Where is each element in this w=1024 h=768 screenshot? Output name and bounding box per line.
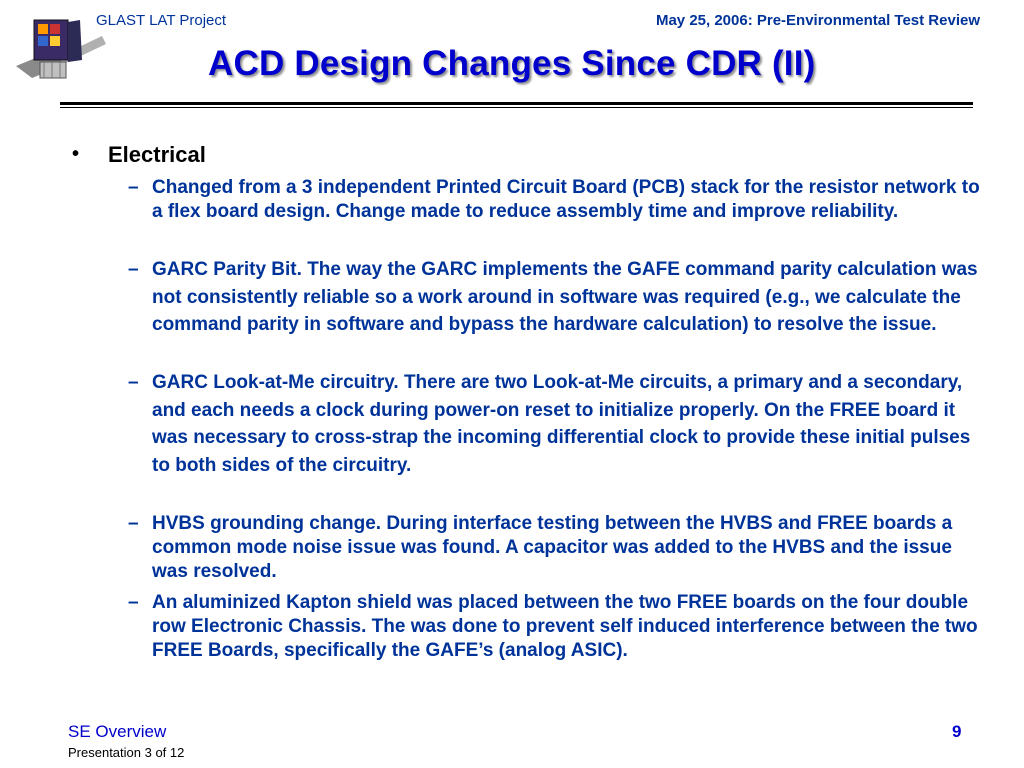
dash-marker: – (128, 513, 139, 534)
dash-marker: – (128, 592, 139, 613)
event-label: May 25, 2006: Pre-Environmental Test Review (655, 12, 980, 29)
title-rule-thick (60, 102, 973, 105)
title-rule-thin (60, 107, 973, 108)
list-item-text: GARC Parity Bit. The way the GARC implements the GAFE command parity calculation was not consistently reliable so a work around in software was required (e.g., we calculate the command parity in software and bypass the hardware calculation) to resolve the issue. (152, 259, 978, 335)
page-number: 9 (952, 722, 962, 741)
bullet-marker: • (72, 143, 80, 165)
footer-section-label: SE Overview (68, 722, 167, 741)
footer-presentation-label: Presentation 3 of 12 (68, 745, 185, 760)
dash-marker: – (128, 177, 139, 198)
list-item-text: GARC Look-at-Me circuitry. There are two Look-at-Me circuits, a primary and a secondary, and each needs a clock during power-on reset to initialize properly. On the FREE board it was necessary to cross-strap the incoming differential clock to provide these initial pulses to both sides of the circuitry. (152, 372, 971, 476)
slide-title: ACD Design Changes Since CDR (II) (208, 44, 816, 83)
glast-satellite-logo (10, 12, 108, 96)
section-heading: Electrical (108, 142, 206, 167)
list-item-text: An aluminized Kapton shield was placed between the two FREE boards on the four double row Electronic Chassis. The was done to prevent self induced interference between the two FREE Boards, specifically the GAFE’s (analog ASIC). (152, 592, 978, 661)
list-item-text: Changed from a 3 independent Printed Circuit Board (PCB) stack for the resistor network to a flex board design. Change made to reduce assembly time and improve reliability. (152, 177, 980, 222)
list-item-text: HVBS grounding change. During interface testing between the HVBS and FREE boards a common mode noise issue was found. A capacitor was added to the HVBS and the issue was resolved. (152, 513, 953, 582)
project-label: GLAST LAT Project (96, 12, 227, 29)
dash-marker: – (128, 372, 139, 393)
dash-marker: – (128, 259, 139, 280)
